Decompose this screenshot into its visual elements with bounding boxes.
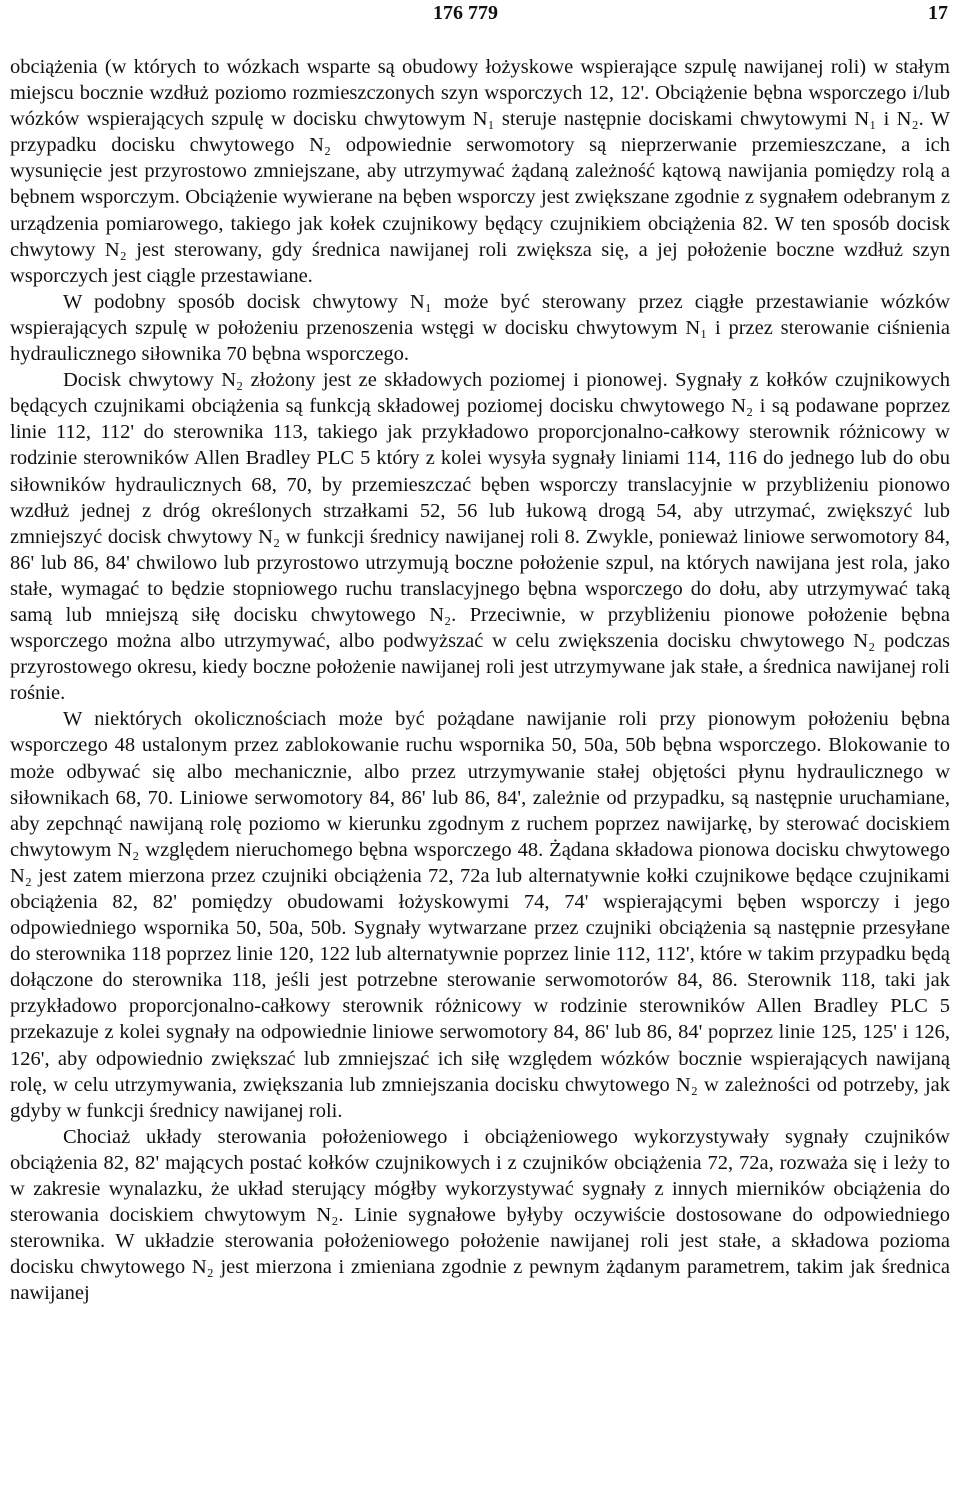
body-text bbox=[10, 54, 950, 1307]
document-number: 176 779 bbox=[433, 2, 498, 24]
paragraph-2: W podobny sposób docisk chwytowy N₁ może być sterowany przez ciągłe przestawianie wózków wspierających szpulę w położeniu przenoszenia wstęgi w docisku chwytowym N₁ i przez sterowanie ciśnienia hydraulicznego siłownika 70 bębna wsporczego. bbox=[10, 290, 950, 366]
paragraph-3: Docisk chwytowy N₂ złożony jest ze składowych poziomej i pionowej. Sygnały z kołków czujnikowych będących czujnikami obciążenia są funkcją składowej poziomej docisku chwytowego N₂ i są podawane poprzez linie 112, 112' do sterownika 113, takiego jak przykładowo proporcjonalno-całkowy sterownik różnicowy w rodzinie sterowników Allen Bradley PLC 5 który z kolei wysyła sygnały liniami 114, 116 do jednego lub do obu siłowników hydraulicznych 68, 70, by przemieszczać bęben wsporczy translacyjnie w przybliżeniu pionowo wzdłuż jednej z dróg określonych strzałkami 52, 56 lub łukową drogą 54, aby utrzymać, zwiększyć lub zmniejszyć docisk chwytowy N₂ w funkcji średnicy nawijanej roli 8. Zwykle, ponieważ liniowe serwomotory 84, 86' lub 86, 84' chwilowo lub przyrostowo utrzymują boczne położenie szpul, na których nawijana jest rola, jako stałe, wymagać to będzie stopniowego ruchu translacyjnego bębna wsporczego do dołu, aby utrzymywać taką samą lub mniejszą siłę docisku chwytowego N₂. Przeciwnie, w przybliżeniu pionowe położenie bębna wsporczego można albo utrzymywać, albo podwyższać w celu zwiększenia docisku chwytowego N₂ podczas przyrostowego okresu, kiedy boczne położenie nawijanej roli jest utrzymywane jak stałe, a średnica nawijanej roli rośnie. bbox=[10, 369, 950, 705]
paragraph-5: Chociaż układy sterowania położeniowego i obciążeniowego wykorzystywały sygnały czujników obciążenia 82, 82' mających postać kołków czujnikowych i z czujników obciążenia 72, 72a, rozważa się i leży to w zakresie wynalazku, że układ sterujący mógłby wykorzystywać sygnały z innych mierników obciążenia do sterowania dociskiem chwytowym N₂. Linie sygnałowe byłyby oczywiście dostosowane do odpowiedniego sterownika. W układzie sterowania położeniowego położenie nawijanej roli jest stałe, a składowa pozioma docisku chwytowego N₂ jest mierzona i zmieniana zgodnie z pewnym żądanym parametrem, takim jak średnica nawijanej bbox=[10, 1125, 950, 1305]
page-number: 17 bbox=[928, 2, 948, 24]
paragraph-4: W niektórych okolicznościach może być pożądane nawijanie roli przy pionowym położeniu bębna wsporczego 48 ustalonym przez zablokowanie ruchu wspornika 50, 50a, 50b bębna wsporczego. Blokowanie to może odbywać się albo mechanicznie, albo przez utrzymywanie stałej objętości płynu hydraulicznego w siłownikach 68, 70. Liniowe serwomotory 84, 86' lub 86, 84', zależnie od przypadku, są następnie uruchamiane, aby zepchnąć nawijaną rolę poziomo w kierunku zgodnym z ruchem poprzez nawijarkę, by sterować dociskiem chwytowym N₂ względem nieruchomego bębna wsporczego 48. Żądana składowa pionowa docisku chwytowego N₂ jest zatem mierzona przez czujniki obciążenia 72, 72a lub alternatywnie kołki czujnikowe będące czujnikami obciążenia 82, 82' pomiędzy obudowami łożyskowymi 74, 74' wspierającymi bęben wsporczy i jego odpowiedniego wspornika 50, 50a, 50b. Sygnały wytwarzane przez czujniki obciążenia są następnie przesyłane do sterownika 118 poprzez linie 120, 122 lub alternatywnie poprzez linie 112, 112', które w takim przypadku będą dołączone do sterownika 118, jeśli jest potrzebne sterowanie serwomotorów 84, 86. Sterownik 118, taki jak przykładowo proporcjonalno-całkowy sterownik różnicowy w rodzinie sterowników Allen Bradley PLC 5 przekazuje z kolei sygnały na odpowiednie liniowe serwomotory 84, 86' lub 86, 84' poprzez linie 125, 125' i 126, 126', aby odpowiednio zwiększać lub zmniejszać ich siłę względem wózków bocznie wspierających nawijaną rolę, w celu utrzymywania, zwiększania lub zmniejszania docisku chwytowego N₂ w zależności od potrzeby, jak gdyby w funkcji średnicy nawijanej roli. bbox=[10, 708, 950, 1122]
page-header bbox=[0, 2, 960, 32]
paragraph-1: obciążenia (w których to wózkach wsparte są obudowy łożyskowe wspierające szpulę nawijanej roli) w stałym miejscu bocznie wzdłuż poziomo rozmieszczonych szyn wsporczych 12, 12'. Obciążenie bębna wsporczego i/lub wózków wspierających szpulę w docisku chwytowym N₁ steruje następnie dociskami chwytowymi N₁ i N₂. W przypadku docisku chwytowego N₂ odpowiednie serwomotory są nieprzerwanie przemieszczane, a ich wysunięcie jest przyrostowo zmniejszane, aby utrzymywać żądaną zależność kątową nawijania pomiędzy rolą a bębnem wsporczym. Obciążenie wywierane na bęben wsporczy jest zwiększane zgodnie z sygnałem odebranym z urządzenia pomiarowego, takiego jak kołek czujnikowy będący czujnikiem obciążenia 82. W ten sposób docisk chwytowy N₂ jest sterowany, gdy średnica nawijanej roli zwiększa się, a jej położenie boczne wzdłuż szyn wsporczych jest ciągle przestawiane. bbox=[10, 56, 950, 287]
